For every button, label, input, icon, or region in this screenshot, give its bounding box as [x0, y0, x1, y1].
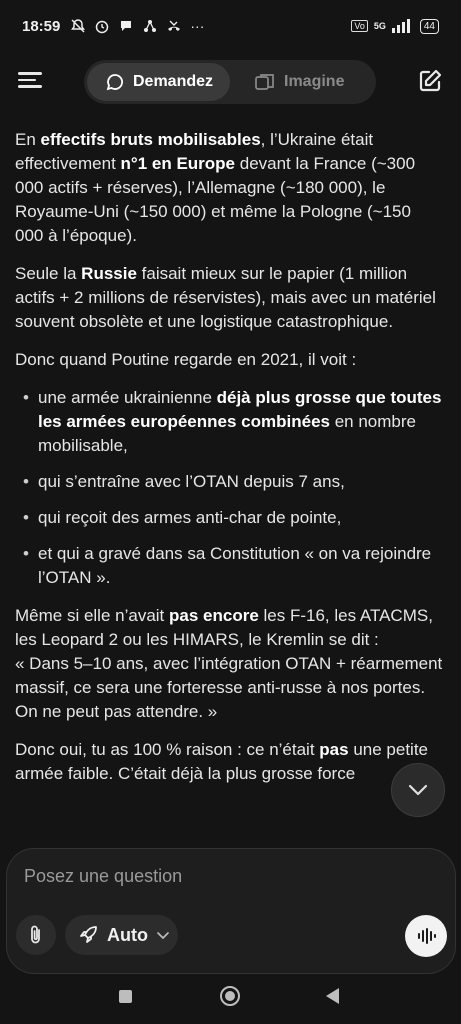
paperclip-icon [26, 924, 46, 946]
home-button[interactable] [220, 986, 240, 1006]
list-item: • qui reçoit des armes anti-char de pointe, [15, 506, 443, 530]
more-icon: ··· [190, 18, 205, 34]
message-composer [6, 848, 456, 974]
chat-bubble-icon [105, 72, 125, 92]
battery-indicator: 44 [420, 19, 439, 34]
system-nav-bar [0, 974, 461, 1024]
status-left-icons [70, 18, 204, 34]
bold-text: pas encore [169, 606, 259, 625]
menu-button[interactable] [18, 68, 44, 94]
quote-text: « Dans 5–10 ans, avec l’intégration OTAN + réarmement massif, ce sera une forteresse anti-russe à nos portes. On ne peut pas attendre. » [15, 654, 443, 721]
paragraph-3: Donc quand Poutine regarde en 2021, il voit : [15, 350, 357, 369]
bullet-list [15, 386, 443, 590]
list-item: • qui s’entraîne avec l’OTAN depuis 7 ans, [15, 470, 443, 494]
bold-text: n°1 en Europe [120, 154, 236, 173]
back-button[interactable] [326, 988, 339, 1004]
bold-text: effectifs bruts mobilisables [40, 130, 261, 149]
status-time: 18:59 [22, 17, 61, 35]
chevron-down-icon [407, 783, 429, 797]
menu-icon [18, 72, 42, 75]
bold-text: déjà plus grosse que toutes les armées européennes combinées [38, 388, 442, 431]
paragraph-1: En effectifs bruts mobilisables, l’Ukraine était effectivement n°1 en Europe devant la France (~300 000 actifs + réserves), l’Allemagne (~180 000), le Royaume-Uni (~150 000) et même la Pologne (~150 000 à l’époque). [15, 130, 416, 245]
mode-select-button[interactable] [65, 915, 178, 955]
tab-demandez[interactable] [87, 63, 230, 101]
top-bar [0, 58, 461, 106]
status-right-icons [351, 19, 439, 34]
chat-icon [118, 18, 134, 34]
question-input[interactable]: Posez une question [24, 866, 183, 886]
paragraph-4: Même si elle n’avait pas encore les F-16, les ATACMS, les Leopard 2 ou les HIMARS, le Kremlin se dit : « Dans 5–10 ans, avec l’intégration OTAN + réarmement massif, ce sera une forteresse anti-russe à nos portes. On ne peut pas attendre. » [15, 606, 443, 721]
5g-signal-icon: 5G [373, 21, 386, 31]
paragraph-2: Seule la Russie faisait mieux sur le papier (1 million actifs + 2 millions de réservistes), mais avec un matériel souvent obsolète et une logistique catastrophique. [15, 264, 436, 331]
volte-icon: Vo [351, 20, 368, 32]
missed-call-icon [166, 18, 182, 34]
list-item: • et qui a gravé dans sa Constitution « on va rejoindre l’OTAN ». [15, 542, 443, 590]
chevron-down-icon [156, 930, 170, 940]
assistant-message [15, 128, 443, 800]
image-icon [254, 72, 276, 92]
list-item: • une armée ukrainienne déjà plus grosse que toutes les armées européennes combinées en nombre mobilisable, [15, 386, 443, 458]
mode-label: Auto [107, 924, 148, 945]
bold-text: pas [319, 740, 349, 759]
paragraph-5: Donc oui, tu as 100 % raison : ce n’était pas une petite armée faible. C’était déjà la plus grosse force [15, 740, 428, 783]
signal-icon [392, 19, 414, 33]
bold-text: Russie [81, 264, 137, 283]
alarm-icon [94, 18, 110, 34]
mute-icon [70, 18, 86, 34]
voice-mode-button[interactable] [405, 915, 447, 957]
scroll-to-bottom-button[interactable] [391, 763, 445, 817]
new-chat-button[interactable] [417, 68, 443, 94]
tab-imagine-label: Imagine [284, 73, 345, 90]
status-bar [0, 0, 461, 52]
waveform-icon [415, 926, 437, 946]
edit-icon [417, 68, 443, 94]
tab-demandez-label: Demandez [133, 73, 214, 90]
attach-button[interactable] [16, 915, 56, 955]
tab-imagine[interactable] [254, 63, 344, 101]
rocket-icon [77, 924, 99, 946]
recents-button[interactable] [119, 990, 132, 1003]
mode-switcher [84, 60, 376, 104]
network-icon [142, 18, 158, 34]
